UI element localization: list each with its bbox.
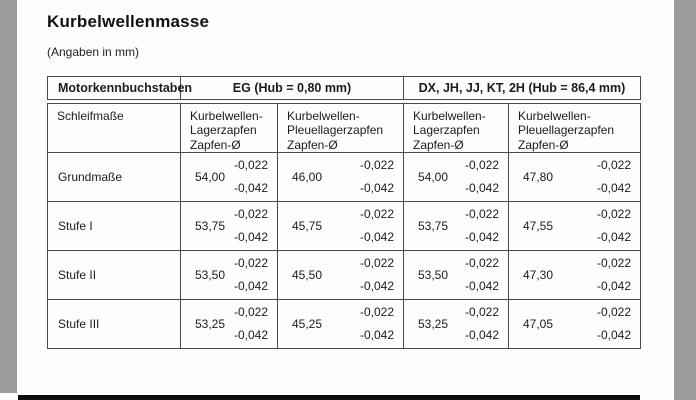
tol-lower: -0,042 [233, 230, 268, 245]
dim-cell [181, 251, 278, 300]
units-note: (Angaben in mm) [47, 45, 140, 59]
tol-upper: -0,022 [596, 207, 631, 222]
dim-cell [404, 153, 509, 202]
tol-lower: -0,042 [464, 181, 499, 196]
dim-value: 53,25 [195, 317, 226, 332]
subheader-line: Zapfen-Ø [190, 137, 241, 152]
dim-cell [404, 202, 509, 251]
tol-lower: -0,042 [233, 181, 268, 196]
tol-upper: -0,022 [464, 256, 499, 271]
tol-lower: -0,042 [596, 181, 631, 196]
tol-upper: -0,022 [596, 256, 631, 271]
tol-upper: -0,022 [233, 158, 268, 173]
subheader-col-0 [181, 104, 278, 153]
dim-cell [404, 300, 509, 349]
header-engine-group-dx: DX, JH, JJ, KT, 2H (Hub = 86,4 mm) [404, 77, 641, 100]
table-row-stufe-3 [48, 300, 641, 349]
subheader-schleifmasse: Schleifmaße [48, 104, 181, 153]
subheader-line: Lagerzapfen [190, 123, 257, 138]
table-row-grundmasse [48, 153, 641, 202]
dim-value: 53,75 [195, 219, 226, 234]
subheader-line: Kurbelwellen- [518, 109, 591, 123]
dim-value: 53,50 [195, 268, 226, 283]
tol-lower: -0,042 [233, 328, 268, 343]
subheader-line: Kurbelwellen- [287, 109, 360, 123]
dim-cell [278, 251, 404, 300]
dim-value: 47,05 [523, 317, 554, 332]
dim-value: 45,25 [292, 317, 323, 332]
dim-value: 46,00 [292, 170, 323, 185]
dim-cell [509, 251, 641, 300]
table-subheader-row [48, 104, 641, 153]
tol-lower: -0,042 [359, 230, 394, 245]
dim-value: 45,75 [292, 219, 323, 234]
subheader-col-2 [404, 104, 509, 153]
tol-upper: -0,022 [233, 256, 268, 271]
subheader-line: Kurbelwellen- [413, 109, 486, 123]
dim-cell [181, 202, 278, 251]
tol-upper: -0,022 [233, 207, 268, 222]
dim-value: 53,75 [418, 219, 449, 234]
spec-table-header [47, 76, 641, 100]
tol-upper: -0,022 [359, 158, 394, 173]
dim-value: 47,80 [523, 170, 554, 185]
subheader-line: Zapfen-Ø [518, 137, 569, 152]
subheader-col-1 [278, 104, 404, 153]
tol-upper: -0,022 [464, 158, 499, 173]
tol-lower: -0,042 [359, 328, 394, 343]
tol-upper: -0,022 [359, 305, 394, 320]
tol-upper: -0,022 [464, 207, 499, 222]
subheader-line: Kurbelwellen- [190, 109, 263, 123]
tol-lower: -0,042 [464, 279, 499, 294]
tol-upper: -0,022 [359, 207, 394, 222]
tol-lower: -0,042 [596, 328, 631, 343]
table-row-stufe-1 [48, 202, 641, 251]
tol-lower: -0,042 [233, 279, 268, 294]
dim-cell [509, 202, 641, 251]
spec-table-body [47, 103, 641, 349]
dim-cell [278, 153, 404, 202]
scanner-margin-left [0, 0, 17, 393]
dim-value: 53,50 [418, 268, 449, 283]
tol-lower: -0,042 [464, 328, 499, 343]
table-row-stufe-2 [48, 251, 641, 300]
dim-cell [278, 300, 404, 349]
dim-value: 54,00 [195, 170, 226, 185]
spec-table [47, 76, 641, 349]
tol-upper: -0,022 [233, 305, 268, 320]
row-label: Grundmaße [48, 153, 181, 202]
table-header-row [48, 77, 641, 100]
subheader-line: Zapfen-Ø [413, 137, 464, 152]
page-title: Kurbelwellenmasse [47, 12, 210, 31]
dim-cell [404, 251, 509, 300]
scanner-margin-right [674, 0, 696, 400]
dim-value: 45,50 [292, 268, 323, 283]
dim-value: 47,55 [523, 219, 554, 234]
row-label: Stufe II [48, 251, 181, 300]
subheader-line: Zapfen-Ø [287, 137, 338, 152]
dim-cell [181, 300, 278, 349]
dim-cell [509, 300, 641, 349]
header-engine-group-eg: EG (Hub = 0,80 mm) [181, 77, 404, 100]
subheader-line: Pleuellagerzapfen [287, 123, 384, 138]
row-label: Stufe III [48, 300, 181, 349]
tol-upper: -0,022 [359, 256, 394, 271]
dim-cell [181, 153, 278, 202]
tol-lower: -0,042 [464, 230, 499, 245]
dim-value: 54,00 [418, 170, 449, 185]
subheader-line: Lagerzapfen [413, 123, 480, 138]
dim-cell [278, 202, 404, 251]
tol-upper: -0,022 [596, 305, 631, 320]
tol-lower: -0,042 [359, 279, 394, 294]
tol-upper: -0,022 [596, 158, 631, 173]
tol-lower: -0,042 [596, 230, 631, 245]
document-content [47, 0, 641, 349]
dim-value: 47,30 [523, 268, 554, 283]
row-label: Stufe I [48, 202, 181, 251]
dim-cell [509, 153, 641, 202]
tol-upper: -0,022 [464, 305, 499, 320]
tol-lower: -0,042 [596, 279, 631, 294]
page-edge-shadow [18, 395, 640, 400]
subheader-line: Pleuellagerzapfen [518, 123, 615, 138]
tol-lower: -0,042 [359, 181, 394, 196]
header-motorkennbuchstaben: Motorkennbuchstaben [48, 77, 181, 100]
subheader-col-3 [509, 104, 641, 153]
dim-value: 53,25 [418, 317, 449, 332]
